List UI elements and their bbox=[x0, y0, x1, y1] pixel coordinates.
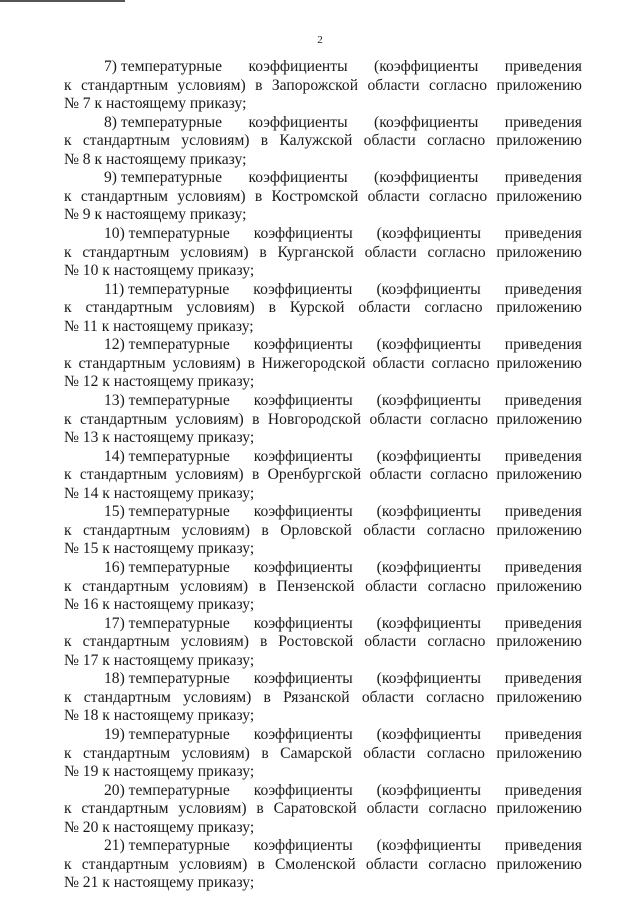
word: (коэффициенты bbox=[374, 58, 479, 75]
list-item bbox=[64, 392, 582, 448]
list-item bbox=[64, 837, 582, 893]
list-item bbox=[64, 114, 582, 170]
word: коэффициенты bbox=[253, 225, 353, 243]
word: к bbox=[64, 299, 72, 317]
word: согласно bbox=[428, 855, 487, 873]
word: приведения bbox=[504, 58, 582, 75]
word: приложению bbox=[496, 744, 582, 762]
word: (коэффициенты bbox=[376, 336, 481, 354]
word: условиям) bbox=[180, 243, 249, 261]
word: области bbox=[367, 187, 420, 205]
word: стандартным bbox=[82, 243, 170, 261]
word: к bbox=[64, 800, 72, 818]
word: 13) температурные bbox=[104, 392, 230, 410]
word: (коэффициенты bbox=[376, 280, 481, 298]
list-item bbox=[64, 448, 582, 504]
word: коэффициенты bbox=[253, 280, 353, 298]
word: к bbox=[64, 855, 72, 873]
word: коэффициенты bbox=[248, 58, 348, 75]
word: условиям) bbox=[181, 132, 250, 150]
word: стандартным bbox=[82, 577, 170, 595]
word: (коэффициенты bbox=[376, 670, 481, 688]
word: согласно bbox=[429, 187, 488, 205]
word: согласно bbox=[427, 132, 486, 150]
list-item-line-1 bbox=[64, 559, 582, 578]
word: в bbox=[257, 855, 265, 873]
word: приведения bbox=[504, 726, 582, 744]
word: приведения bbox=[504, 781, 582, 799]
word: приведения bbox=[504, 614, 582, 632]
word: в bbox=[247, 354, 255, 372]
word: согласно bbox=[426, 744, 485, 762]
word: условиям) bbox=[177, 76, 246, 94]
word: приложению bbox=[496, 800, 582, 818]
word: коэффициенты bbox=[253, 392, 353, 410]
word: области bbox=[363, 744, 416, 762]
list-item-line-2 bbox=[64, 578, 582, 597]
list-item-line-3: № 17 к настоящему приказу; bbox=[64, 651, 255, 669]
word: Смоленской bbox=[274, 855, 356, 873]
word: приложению bbox=[496, 688, 582, 706]
word: Самарской bbox=[280, 744, 352, 762]
list-item-line-2 bbox=[64, 411, 582, 430]
list-item bbox=[64, 503, 582, 559]
list-item-line-3: № 7 к настоящему приказу; bbox=[64, 95, 247, 112]
word: согласно bbox=[430, 410, 489, 428]
word: стандартным bbox=[79, 410, 168, 428]
word: области bbox=[365, 855, 419, 873]
word: (коэффициенты bbox=[376, 503, 481, 521]
word: стандартным bbox=[83, 744, 171, 762]
word: условиям) bbox=[172, 354, 241, 372]
word: коэффициенты bbox=[253, 670, 353, 688]
list-item bbox=[64, 336, 582, 392]
word: согласно bbox=[426, 521, 485, 539]
word: (коэффициенты bbox=[376, 392, 481, 410]
word: области bbox=[367, 76, 420, 94]
list-item-line-2 bbox=[64, 689, 582, 708]
word: коэффициенты bbox=[253, 837, 353, 855]
list-item bbox=[64, 58, 582, 114]
top-scan-rule bbox=[0, 0, 125, 2]
word: области bbox=[364, 243, 417, 261]
list-item-line-3: № 18 к настоящему приказу; bbox=[64, 707, 255, 725]
list-item-line-3: № 8 к настоящему приказу; bbox=[64, 150, 247, 168]
word: приведения bbox=[504, 837, 582, 855]
word: условиям) bbox=[179, 577, 249, 595]
word: стандартным bbox=[85, 299, 173, 317]
word: приведения bbox=[504, 670, 582, 688]
word: условиям) bbox=[180, 633, 249, 651]
word: приложению bbox=[496, 299, 582, 317]
word: приведения bbox=[504, 113, 582, 131]
list-item-line-1 bbox=[64, 336, 582, 355]
list-item-line-1 bbox=[64, 726, 582, 745]
word: коэффициенты bbox=[253, 614, 353, 632]
list-item-line-1 bbox=[64, 670, 582, 689]
list-item-line-1 bbox=[64, 225, 582, 244]
word: 16) температурные bbox=[104, 559, 230, 577]
word: 18) температурные bbox=[104, 670, 230, 688]
word: 12) температурные bbox=[104, 336, 230, 354]
word: в bbox=[256, 800, 264, 818]
list-item bbox=[64, 782, 582, 838]
word: (коэффициенты bbox=[376, 559, 481, 577]
list-item-line-1 bbox=[64, 782, 582, 801]
word: к bbox=[64, 744, 72, 762]
word: 9) температурные bbox=[104, 169, 223, 187]
word: коэффициенты bbox=[253, 559, 353, 577]
word: стандартным bbox=[80, 76, 169, 94]
word: (коэффициенты bbox=[374, 169, 479, 187]
word: коэффициенты bbox=[253, 336, 353, 354]
word: коэффициенты bbox=[253, 781, 353, 799]
list-item bbox=[64, 559, 582, 615]
word: к bbox=[64, 633, 72, 651]
word: приведения bbox=[504, 559, 582, 577]
word: к bbox=[64, 243, 72, 261]
word: (коэффициенты bbox=[376, 781, 481, 799]
word: коэффициенты bbox=[248, 169, 348, 187]
word: стандартным bbox=[82, 633, 170, 651]
word: к bbox=[64, 521, 72, 539]
list-item-line-1 bbox=[64, 169, 582, 188]
word: условиям) bbox=[183, 688, 252, 706]
list-item-line-1 bbox=[64, 114, 582, 133]
word: Курганской bbox=[277, 243, 354, 261]
word: Запорожской bbox=[271, 76, 359, 94]
word: 11) температурные bbox=[104, 280, 230, 298]
word: стандартным bbox=[83, 521, 171, 539]
word: Саратовской bbox=[273, 800, 357, 818]
word: условиям) bbox=[178, 800, 247, 818]
word: Костромской bbox=[271, 187, 359, 205]
list-item-line-3: № 11 к настоящему приказу; bbox=[64, 317, 254, 335]
word: в bbox=[259, 633, 268, 651]
word: Оренбургской bbox=[267, 466, 362, 484]
word: области bbox=[361, 688, 414, 706]
word: согласно bbox=[427, 633, 486, 651]
word: к bbox=[64, 187, 72, 205]
word: стандартным bbox=[80, 187, 169, 205]
word: 20) температурные bbox=[104, 781, 230, 799]
word: согласно bbox=[429, 466, 489, 484]
list-item-line-2 bbox=[64, 522, 582, 541]
word: приведения bbox=[504, 447, 582, 465]
word: области bbox=[363, 132, 416, 150]
word: области bbox=[366, 800, 419, 818]
word: в bbox=[258, 577, 267, 595]
list-item-line-2 bbox=[64, 800, 582, 819]
word: условиям) bbox=[181, 744, 250, 762]
list-item-line-1 bbox=[64, 615, 582, 634]
list-item bbox=[64, 169, 582, 225]
word: Курской bbox=[289, 299, 345, 317]
list-item-line-3: № 21 к настоящему приказу; bbox=[64, 874, 255, 892]
list-item-line-3: № 9 к настоящему приказу; bbox=[64, 206, 247, 224]
list-item-line-2 bbox=[64, 188, 582, 207]
word: согласно bbox=[428, 800, 487, 818]
word: стандартным bbox=[81, 855, 169, 873]
list-item-line-2 bbox=[64, 466, 582, 485]
word: в bbox=[260, 132, 269, 150]
word: приведения bbox=[504, 225, 582, 243]
word: Орловской bbox=[280, 521, 352, 539]
word: приложению bbox=[496, 76, 582, 94]
word: 10) температурные bbox=[104, 225, 230, 243]
word: приведения bbox=[504, 280, 582, 298]
list-item-line-3: № 16 к настоящему приказу; bbox=[64, 596, 255, 614]
word: условиям) bbox=[175, 466, 244, 484]
list-item-line-2 bbox=[64, 77, 582, 96]
list-item-line-1 bbox=[64, 837, 582, 856]
list-item-line-2 bbox=[64, 355, 582, 374]
word: стандартным bbox=[82, 132, 170, 150]
word: к bbox=[64, 688, 72, 706]
word: к bbox=[64, 466, 72, 484]
list-item-line-3: № 13 к настоящему приказу; bbox=[64, 429, 255, 447]
word: коэффициенты bbox=[248, 113, 348, 131]
word: стандартным bbox=[83, 688, 171, 706]
list-item-line-2 bbox=[64, 856, 582, 875]
list-item-line-1 bbox=[64, 448, 582, 467]
word: в bbox=[254, 187, 263, 205]
word: области bbox=[364, 633, 417, 651]
word: приложению bbox=[496, 354, 582, 372]
word: (коэффициенты bbox=[376, 225, 481, 243]
list-item-line-1 bbox=[64, 281, 582, 300]
word: приложению bbox=[496, 577, 582, 595]
word: (коэффициенты bbox=[374, 113, 479, 131]
page-number: 2 bbox=[317, 34, 323, 46]
word: Калужской bbox=[279, 132, 353, 150]
list-item-line-3: № 14 к настоящему приказу; bbox=[64, 484, 255, 502]
list-item-line-3: № 12 к настоящему приказу; bbox=[64, 373, 255, 391]
list-item-line-3: № 19 к настоящему приказу; bbox=[64, 763, 255, 781]
word: Рязанской bbox=[283, 688, 350, 706]
list-item bbox=[64, 726, 582, 782]
word: области bbox=[358, 299, 411, 317]
word: приведения bbox=[504, 169, 582, 187]
word: 8) температурные bbox=[104, 113, 223, 131]
word: приведения bbox=[504, 336, 582, 354]
list-item-line-2 bbox=[64, 633, 582, 652]
word: (коэффициенты bbox=[376, 837, 481, 855]
word: согласно bbox=[424, 299, 483, 317]
word: приложению bbox=[496, 410, 582, 428]
word: условиям) bbox=[181, 521, 250, 539]
word: 19) температурные bbox=[104, 726, 230, 744]
word: согласно bbox=[427, 243, 486, 261]
word: приложению bbox=[496, 855, 582, 873]
word: приведения bbox=[504, 503, 582, 521]
word: согласно bbox=[426, 688, 485, 706]
word: в bbox=[261, 744, 269, 762]
word: области bbox=[369, 466, 422, 484]
word: 21) температурные bbox=[104, 837, 230, 855]
word: приложению bbox=[496, 633, 582, 651]
word: стандартным bbox=[78, 354, 166, 372]
word: области bbox=[372, 354, 425, 372]
word: (коэффициенты bbox=[376, 614, 481, 632]
list-item-line-3: № 15 к настоящему приказу; bbox=[64, 540, 255, 558]
list-item-line-3: № 20 к настоящему приказу; bbox=[64, 818, 255, 836]
word: области bbox=[363, 521, 416, 539]
list-item bbox=[64, 615, 582, 671]
word: приложению bbox=[496, 187, 582, 205]
list-item-line-2 bbox=[64, 132, 582, 151]
list-item-line-1 bbox=[64, 392, 582, 411]
word: 17) температурные bbox=[104, 614, 230, 632]
word: приложению bbox=[496, 466, 582, 484]
word: в bbox=[263, 688, 271, 706]
word: (коэффициенты bbox=[376, 447, 481, 465]
word: к bbox=[64, 76, 72, 94]
word: коэффициенты bbox=[253, 726, 353, 744]
word: согласно bbox=[431, 354, 490, 372]
list-item-line-2 bbox=[64, 244, 582, 263]
word: Ростовской bbox=[278, 633, 354, 651]
word: приведения bbox=[504, 392, 582, 410]
list-item-line-3: № 10 к настоящему приказу; bbox=[64, 262, 255, 280]
word: согласно bbox=[428, 76, 488, 94]
word: к bbox=[64, 132, 72, 150]
word: условиям) bbox=[175, 410, 244, 428]
list-item-line-1 bbox=[64, 503, 582, 522]
word: в bbox=[268, 299, 276, 317]
word: области bbox=[365, 577, 418, 595]
word: согласно bbox=[427, 577, 486, 595]
list-item bbox=[64, 225, 582, 281]
word: стандартным bbox=[79, 466, 168, 484]
list-item bbox=[64, 281, 582, 337]
word: (коэффициенты bbox=[376, 726, 481, 744]
word: коэффициенты bbox=[253, 447, 353, 465]
word: к bbox=[64, 354, 72, 372]
word: 14) температурные bbox=[104, 447, 230, 465]
word: области bbox=[369, 410, 422, 428]
word: приложению bbox=[496, 243, 582, 261]
word: приложению bbox=[496, 521, 582, 539]
list-item-line-1 bbox=[64, 58, 582, 77]
word: в bbox=[251, 466, 260, 484]
word: Нижегородской bbox=[261, 354, 366, 372]
word: в bbox=[252, 410, 260, 428]
list-item-line-2 bbox=[64, 745, 582, 764]
word: Новгородской bbox=[267, 410, 362, 428]
word: Пензенской bbox=[276, 577, 355, 595]
word: в bbox=[259, 243, 267, 261]
word: к bbox=[64, 577, 72, 595]
list-item-line-2 bbox=[64, 299, 582, 318]
word: стандартным bbox=[81, 800, 169, 818]
word: в bbox=[255, 76, 263, 94]
document-body bbox=[64, 58, 582, 893]
word: к bbox=[64, 410, 72, 428]
word: 7) температурные bbox=[104, 58, 223, 75]
word: условиям) bbox=[186, 299, 255, 317]
list-item bbox=[64, 670, 582, 726]
word: в bbox=[261, 521, 269, 539]
word: 15) температурные bbox=[104, 503, 230, 521]
word: условиям) bbox=[179, 855, 248, 873]
word: приложению bbox=[496, 132, 582, 150]
word: условиям) bbox=[177, 187, 246, 205]
word: коэффициенты bbox=[253, 503, 353, 521]
